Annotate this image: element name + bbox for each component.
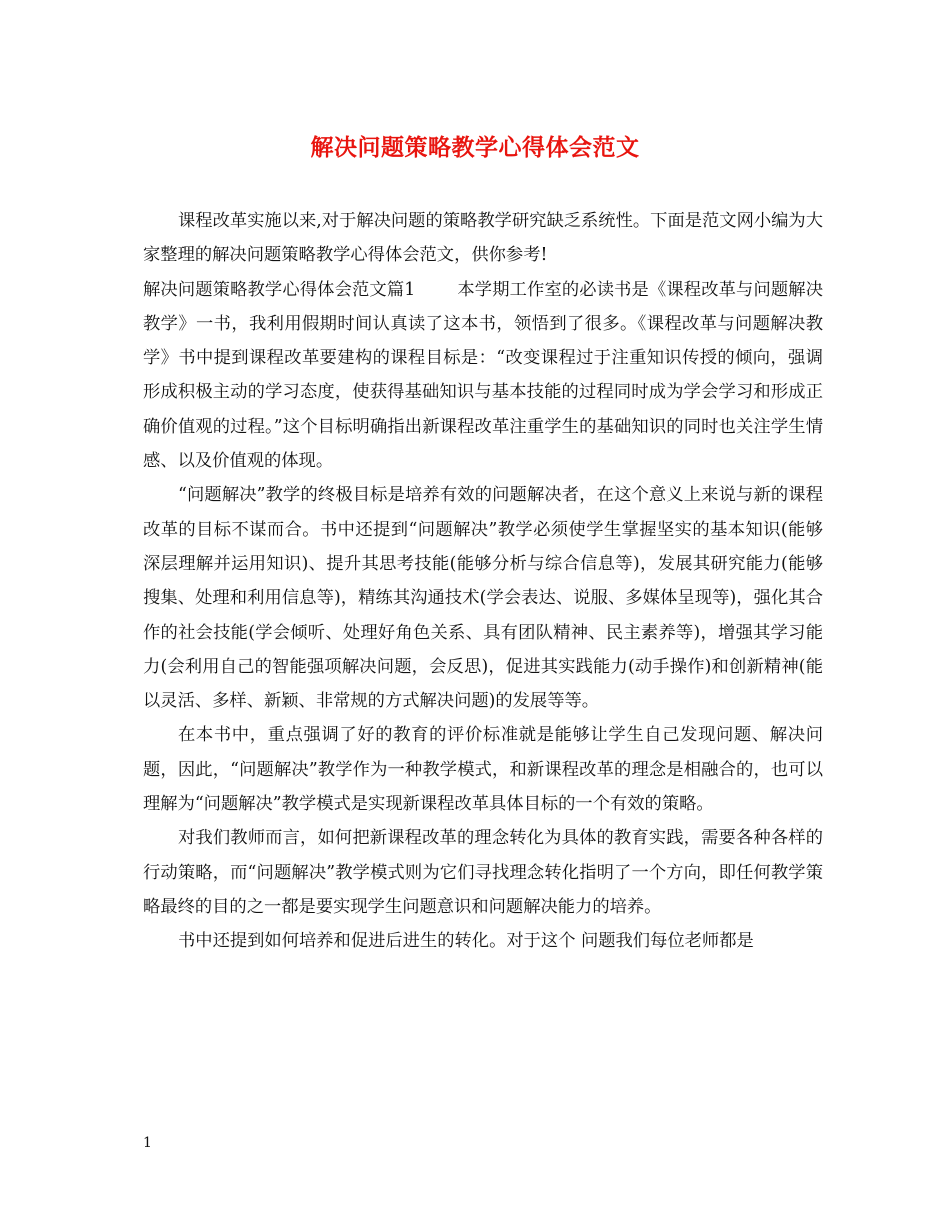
body-paragraph-4: 在本书中，重点强调了好的教育的评价标准就是能够让学生自己发现问题、解决问题，因此，“问题解决”教学作为一种教学模式，和新课程改革的理念是相融合的，也可以理解为“问题解决”教学模式是实现新课程改革具体目标的一个有效的策略。 (143, 725, 823, 815)
chapter-heading: 解决问题策略教学心得体会范文篇1 (143, 279, 416, 300)
page-number: 1 (143, 1135, 152, 1151)
body-paragraph-5: 对我们教师而言，如何把新课程改革的理念转化为具体的教育实践，需要各种各样的行动策略，而“问题解决”教学模式则为它们寻找理念转化指明了一个方向，即任何教学策略最终的目的之一都是要实现学生问题意识和问题解决能力的培养。 (143, 828, 823, 917)
chapter-paragraph (143, 273, 823, 479)
body-paragraph-6: 书中还提到如何培养和促进后进生的转化。对于这个 问题我们每位老师都是 (178, 931, 754, 952)
document-body (143, 204, 823, 959)
chapter-text: 本学期工作室的必读书是《课程改革与问题解决教学》一书，我利用假期时间认真读了这本书，领悟到了很多。《课程改革与问题解决教学》书中提到课程改革要建构的课程目标是：“改变课程过于注重知识传授的倾向，强调形成积极主动的学习态度，使获得基础知识与基本技能的过程同时成为学会学习和形成正确价值观的过程。”这个目标明确指出新课程改革注重学生的基础知识的同时也关注学生情感、以及价值观的体现。 (143, 279, 823, 472)
document-title: 解决问题策略教学心得体会范文 (310, 134, 640, 161)
intro-paragraph: 课程改革实施以来,对于解决问题的策略教学研究缺乏系统性。下面是范文网小编为大家整理的解决问题策略教学心得体会范文，供你参考! (143, 211, 823, 266)
body-paragraph-3: “问题解决”教学的终极目标是培养有效的问题解决者，在这个意义上来说与新的课程改革的目标不谋而合。书中还提到“问题解决”教学必须使学生掌握坚实的基本知识(能够深层理解并运用知识)、提升其思考技能(能够分析与综合信息等)，发展其研究能力(能够搜集、处理和利用信息等)，精练其沟通技术(学会表达、说服、多媒体呈现等)，强化其合作的社会技能(学会倾听、处理好角色关系、具有团队精神、民主素养等)，增强其学习能力(会利用自己的智能强项解决问题，会反思)，促进其实践能力(动手操作)和创新精神(能以灵活、多样、新颖、非常规的方式解决问题)的发展等等。 (143, 485, 823, 712)
